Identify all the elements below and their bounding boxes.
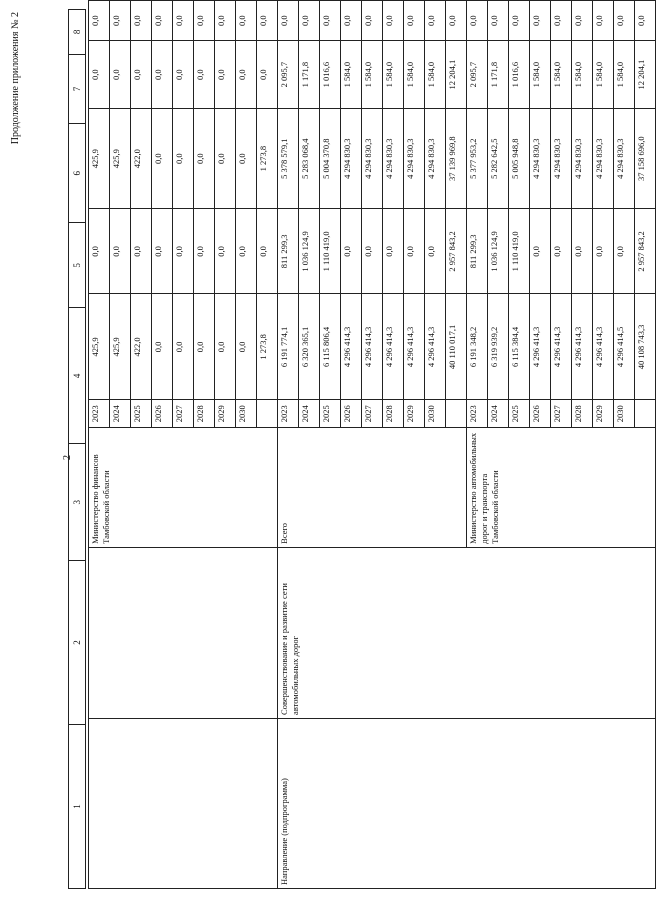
value-cell: 0,0 xyxy=(89,41,110,109)
value-cell: 0,0 xyxy=(551,209,572,294)
value-cell: 4 296 414,3 xyxy=(551,294,572,400)
year-cell xyxy=(257,400,278,428)
value-cell: 6 319 939,2 xyxy=(488,294,509,400)
table-row xyxy=(89,1,110,889)
value-cell: 0,0 xyxy=(110,41,131,109)
value-cell: 4 294 830,3 xyxy=(362,108,383,208)
value-cell: 1 016,6 xyxy=(320,41,341,109)
value-cell: 1 584,0 xyxy=(362,41,383,109)
value-cell: 4 294 830,3 xyxy=(341,108,362,208)
value-cell: 425,9 xyxy=(89,108,110,208)
total-cell: 0,0 xyxy=(257,41,278,109)
value-cell: 1 016,6 xyxy=(509,41,530,109)
value-cell: 0,0 xyxy=(593,209,614,294)
total-cell: 1 273,8 xyxy=(257,108,278,208)
value-cell: 0,0 xyxy=(572,1,593,41)
value-cell: 0,0 xyxy=(236,1,257,41)
value-cell: 0,0 xyxy=(173,294,194,400)
value-cell: 425,9 xyxy=(110,294,131,400)
column-number-header xyxy=(68,9,86,889)
value-cell: 0,0 xyxy=(236,41,257,109)
total-cell: 12 204,1 xyxy=(635,41,656,109)
year-cell: 2024 xyxy=(488,400,509,428)
value-cell: 4 294 830,3 xyxy=(572,108,593,208)
year-cell: 2024 xyxy=(299,400,320,428)
year-cell: 2024 xyxy=(110,400,131,428)
value-cell: 0,0 xyxy=(215,294,236,400)
value-cell: 0,0 xyxy=(215,209,236,294)
year-cell: 2027 xyxy=(551,400,572,428)
value-cell: 2 095,7 xyxy=(467,41,488,109)
value-cell: 0,0 xyxy=(614,1,635,41)
value-cell: 1 584,0 xyxy=(404,41,425,109)
value-cell: 422,0 xyxy=(131,108,152,208)
value-cell: 0,0 xyxy=(152,294,173,400)
value-cell: 0,0 xyxy=(152,108,173,208)
total-cell: 1 273,8 xyxy=(257,294,278,400)
value-cell: 4 296 414,3 xyxy=(425,294,446,400)
value-cell: 1 171,8 xyxy=(299,41,320,109)
value-cell: 1 584,0 xyxy=(383,41,404,109)
value-cell: 1 036 124,9 xyxy=(299,209,320,294)
value-cell: 0,0 xyxy=(362,1,383,41)
value-cell: 0,0 xyxy=(152,209,173,294)
row-label: Всего xyxy=(278,428,467,548)
value-cell: 4 294 830,3 xyxy=(383,108,404,208)
value-cell: 4 296 414,3 xyxy=(572,294,593,400)
total-cell: 40 108 743,3 xyxy=(635,294,656,400)
value-cell: 0,0 xyxy=(383,209,404,294)
value-cell: 0,0 xyxy=(152,41,173,109)
header-col-1: 1 xyxy=(69,724,85,888)
budget-table xyxy=(88,0,656,889)
value-cell: 4 296 414,3 xyxy=(362,294,383,400)
year-cell: 2026 xyxy=(530,400,551,428)
value-cell: 0,0 xyxy=(215,41,236,109)
value-cell: 811 299,3 xyxy=(278,209,299,294)
year-cell: 2023 xyxy=(467,400,488,428)
value-cell: 1 110 419,0 xyxy=(509,209,530,294)
value-cell: 425,9 xyxy=(110,108,131,208)
year-cell: 2029 xyxy=(593,400,614,428)
value-cell: 0,0 xyxy=(194,209,215,294)
value-cell: 4 296 414,3 xyxy=(530,294,551,400)
year-cell: 2028 xyxy=(572,400,593,428)
value-cell: 0,0 xyxy=(341,209,362,294)
col2-empty xyxy=(89,547,278,718)
value-cell: 0,0 xyxy=(131,1,152,41)
value-cell: 4 296 414,3 xyxy=(593,294,614,400)
value-cell: 5 282 642,5 xyxy=(488,108,509,208)
value-cell: 0,0 xyxy=(152,1,173,41)
value-cell: 1 584,0 xyxy=(614,41,635,109)
value-cell: 0,0 xyxy=(236,209,257,294)
total-cell: 2 957 843,2 xyxy=(446,209,467,294)
header-col-3: 3 xyxy=(69,443,85,560)
col1-empty xyxy=(89,718,278,888)
value-cell: 0,0 xyxy=(383,1,404,41)
row-label: Министерство автомобильных дорог и транспорта Тамбовской области xyxy=(467,428,656,548)
value-cell: 0,0 xyxy=(236,294,257,400)
year-cell: 2025 xyxy=(320,400,341,428)
value-cell: 4 296 414,3 xyxy=(341,294,362,400)
value-cell: 4 296 414,3 xyxy=(383,294,404,400)
total-cell: 0,0 xyxy=(257,209,278,294)
value-cell: 5 005 948,8 xyxy=(509,108,530,208)
value-cell: 6 320 365,1 xyxy=(299,294,320,400)
value-cell: 4 294 830,3 xyxy=(530,108,551,208)
value-cell: 0,0 xyxy=(194,108,215,208)
year-cell: 2025 xyxy=(509,400,530,428)
header-col-2: 2 xyxy=(69,560,85,724)
value-cell: 0,0 xyxy=(215,1,236,41)
value-cell: 4 296 414,3 xyxy=(404,294,425,400)
continuation-note: Продолжение приложения № 2 xyxy=(10,12,21,145)
value-cell: 0,0 xyxy=(530,209,551,294)
value-cell: 5 283 068,4 xyxy=(299,108,320,208)
year-cell: 2030 xyxy=(614,400,635,428)
value-cell: 0,0 xyxy=(278,1,299,41)
value-cell: 0,0 xyxy=(425,1,446,41)
value-cell: 0,0 xyxy=(89,209,110,294)
value-cell: 0,0 xyxy=(173,108,194,208)
value-cell: 0,0 xyxy=(173,209,194,294)
value-cell: 0,0 xyxy=(131,41,152,109)
value-cell: 4 296 414,5 xyxy=(614,294,635,400)
total-cell: 40 110 017,1 xyxy=(446,294,467,400)
value-cell: 4 294 830,3 xyxy=(551,108,572,208)
year-cell: 2030 xyxy=(425,400,446,428)
header-col-4: 4 xyxy=(69,307,85,443)
value-cell: 0,0 xyxy=(614,209,635,294)
value-cell: 0,0 xyxy=(404,1,425,41)
value-cell: 1 584,0 xyxy=(341,41,362,109)
year-cell: 2029 xyxy=(404,400,425,428)
year-cell: 2023 xyxy=(278,400,299,428)
value-cell: 5 377 953,2 xyxy=(467,108,488,208)
direction-label: Направление (подпрограмма) xyxy=(278,718,656,888)
value-cell: 6 115 806,4 xyxy=(320,294,341,400)
year-cell: 2023 xyxy=(89,400,110,428)
value-cell: 1 584,0 xyxy=(530,41,551,109)
value-cell: 1 110 419,0 xyxy=(320,209,341,294)
value-cell: 0,0 xyxy=(488,1,509,41)
value-cell: 0,0 xyxy=(572,209,593,294)
value-cell: 6 115 384,4 xyxy=(509,294,530,400)
value-cell: 425,9 xyxy=(89,294,110,400)
subprogram-name: Совершенствование и развитие сети автомобильных дорог xyxy=(278,547,656,718)
header-col-8: 8 xyxy=(72,29,82,35)
value-cell: 1 584,0 xyxy=(551,41,572,109)
value-cell: 6 191 774,1 xyxy=(278,294,299,400)
value-cell: 0,0 xyxy=(236,108,257,208)
year-cell: 2030 xyxy=(236,400,257,428)
value-cell: 1 171,8 xyxy=(488,41,509,109)
value-cell: 811 299,3 xyxy=(467,209,488,294)
value-cell: 0,0 xyxy=(173,41,194,109)
year-cell: 2026 xyxy=(341,400,362,428)
value-cell: 2 095,7 xyxy=(278,41,299,109)
value-cell: 0,0 xyxy=(299,1,320,41)
year-cell: 2028 xyxy=(383,400,404,428)
year-cell xyxy=(446,400,467,428)
value-cell: 422,0 xyxy=(131,294,152,400)
year-cell: 2026 xyxy=(152,400,173,428)
table-row xyxy=(278,1,299,889)
value-cell: 0,0 xyxy=(194,294,215,400)
value-cell: 0,0 xyxy=(362,209,383,294)
value-cell: 0,0 xyxy=(551,1,572,41)
value-cell: 1 584,0 xyxy=(425,41,446,109)
value-cell: 0,0 xyxy=(173,1,194,41)
total-cell: 0,0 xyxy=(635,1,656,41)
value-cell: 4 294 830,3 xyxy=(614,108,635,208)
value-cell: 1 036 124,9 xyxy=(488,209,509,294)
value-cell: 6 191 348,2 xyxy=(467,294,488,400)
value-cell: 0,0 xyxy=(194,41,215,109)
value-cell: 0,0 xyxy=(194,1,215,41)
value-cell: 0,0 xyxy=(215,108,236,208)
header-col-5: 5 xyxy=(69,222,85,307)
value-cell: 0,0 xyxy=(341,1,362,41)
year-cell: 2027 xyxy=(173,400,194,428)
value-cell: 0,0 xyxy=(89,1,110,41)
budget-table-body xyxy=(89,1,656,889)
total-cell: 0,0 xyxy=(446,1,467,41)
year-cell: 2028 xyxy=(194,400,215,428)
value-cell: 0,0 xyxy=(509,1,530,41)
value-cell: 0,0 xyxy=(425,209,446,294)
value-cell: 0,0 xyxy=(110,209,131,294)
year-cell: 2025 xyxy=(131,400,152,428)
total-cell: 37 139 969,8 xyxy=(446,108,467,208)
value-cell: 4 294 830,3 xyxy=(404,108,425,208)
page-number: 2 xyxy=(62,455,73,460)
value-cell: 1 584,0 xyxy=(593,41,614,109)
total-cell: 37 158 696,0 xyxy=(635,108,656,208)
value-cell: 0,0 xyxy=(467,1,488,41)
value-cell: 0,0 xyxy=(530,1,551,41)
total-cell: 0,0 xyxy=(257,1,278,41)
value-cell: 0,0 xyxy=(593,1,614,41)
value-cell: 5 004 370,8 xyxy=(320,108,341,208)
value-cell: 0,0 xyxy=(110,1,131,41)
value-cell: 4 294 830,3 xyxy=(425,108,446,208)
total-cell: 12 204,1 xyxy=(446,41,467,109)
value-cell: 5 378 579,1 xyxy=(278,108,299,208)
header-col-7: 7 xyxy=(69,54,85,123)
header-col-6: 6 xyxy=(69,123,85,222)
row-label: Министерство финансов Тамбовской области xyxy=(89,428,278,548)
value-cell: 0,0 xyxy=(404,209,425,294)
value-cell: 0,0 xyxy=(320,1,341,41)
year-cell xyxy=(635,400,656,428)
year-cell: 2027 xyxy=(362,400,383,428)
value-cell: 4 294 830,3 xyxy=(593,108,614,208)
total-cell: 2 957 843,2 xyxy=(635,209,656,294)
year-cell: 2029 xyxy=(215,400,236,428)
value-cell: 0,0 xyxy=(131,209,152,294)
value-cell: 1 584,0 xyxy=(572,41,593,109)
